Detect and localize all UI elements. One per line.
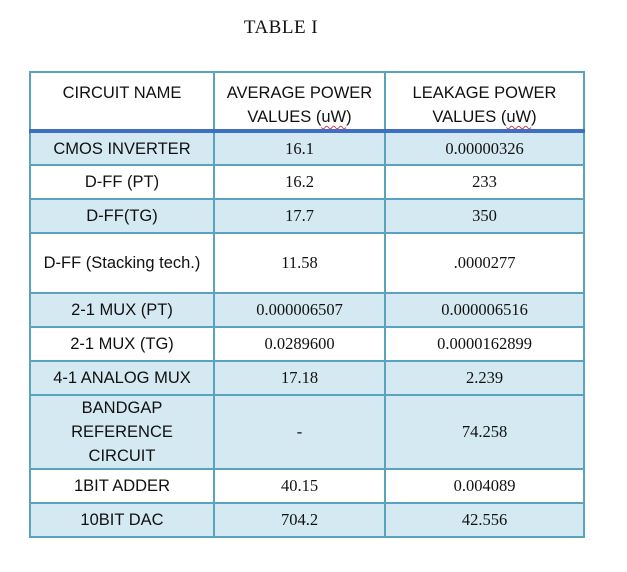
leakage-power-cell: 2.239 bbox=[385, 361, 584, 395]
leakage-power-cell: 0.000006516 bbox=[385, 293, 584, 327]
header-average-power-close: ) bbox=[346, 108, 352, 126]
leakage-power-cell: 0.00000326 bbox=[385, 131, 584, 165]
circuit-name-cell: 2-1 MUX (PT) bbox=[30, 293, 214, 327]
leakage-power-cell: 350 bbox=[385, 199, 584, 233]
table-row bbox=[30, 327, 584, 361]
average-power-cell: 17.18 bbox=[214, 361, 385, 395]
average-power-cell: 17.7 bbox=[214, 199, 385, 233]
table-caption: TABLE I bbox=[243, 17, 319, 38]
circuit-name-cell: D-FF(TG) bbox=[30, 199, 214, 233]
header-average-power-line2: VALUES ( bbox=[247, 108, 322, 126]
header-circuit-name-text: CIRCUIT NAME bbox=[62, 84, 182, 102]
circuit-name-cell: 10BIT DAC bbox=[30, 503, 214, 537]
leakage-power-cell: 233 bbox=[385, 165, 584, 199]
average-power-cell: - bbox=[214, 395, 385, 469]
header-leakage-power-unit: uW bbox=[506, 108, 532, 126]
table-row bbox=[30, 469, 584, 503]
average-power-cell: 40.15 bbox=[214, 469, 385, 503]
circuit-name-cell: 1BIT ADDER bbox=[30, 469, 214, 503]
table-row bbox=[30, 361, 584, 395]
circuit-name-cell: D-FF (Stacking tech.) bbox=[30, 233, 214, 293]
table-row bbox=[30, 503, 584, 537]
leakage-power-cell: 0.0000162899 bbox=[385, 327, 584, 361]
power-table bbox=[29, 71, 585, 538]
leakage-power-cell: 74.258 bbox=[385, 395, 584, 469]
average-power-cell: 704.2 bbox=[214, 503, 385, 537]
table-row bbox=[30, 395, 584, 469]
table-header bbox=[30, 72, 584, 131]
header-average-power bbox=[214, 72, 385, 131]
leakage-power-cell: 42.556 bbox=[385, 503, 584, 537]
average-power-cell: 11.58 bbox=[214, 233, 385, 293]
header-average-power-line1: AVERAGE POWER bbox=[226, 84, 373, 102]
average-power-cell: 0.0289600 bbox=[214, 327, 385, 361]
circuit-name-cell: 2-1 MUX (TG) bbox=[30, 327, 214, 361]
table-row bbox=[30, 293, 584, 327]
average-power-cell: 0.000006507 bbox=[214, 293, 385, 327]
table-body bbox=[30, 131, 584, 537]
leakage-power-cell: 0.004089 bbox=[385, 469, 584, 503]
leakage-power-cell: .0000277 bbox=[385, 233, 584, 293]
header-circuit-name bbox=[30, 72, 214, 131]
circuit-name-cell: 4-1 ANALOG MUX bbox=[30, 361, 214, 395]
circuit-name-cell: D-FF (PT) bbox=[30, 165, 214, 199]
header-leakage-power-close: ) bbox=[531, 108, 537, 126]
circuit-name-cell: CMOS INVERTER bbox=[30, 131, 214, 165]
table-row bbox=[30, 131, 584, 165]
header-leakage-power bbox=[385, 72, 584, 131]
average-power-cell: 16.2 bbox=[214, 165, 385, 199]
header-leakage-power-line2: VALUES ( bbox=[432, 108, 507, 126]
circuit-name-cell: BANDGAP REFERENCE CIRCUIT bbox=[30, 395, 214, 469]
average-power-cell: 16.1 bbox=[214, 131, 385, 165]
table-row bbox=[30, 233, 584, 293]
header-leakage-power-line1: LEAKAGE POWER bbox=[412, 84, 557, 102]
table-row bbox=[30, 165, 584, 199]
table-row bbox=[30, 199, 584, 233]
header-average-power-unit: uW bbox=[321, 108, 347, 126]
